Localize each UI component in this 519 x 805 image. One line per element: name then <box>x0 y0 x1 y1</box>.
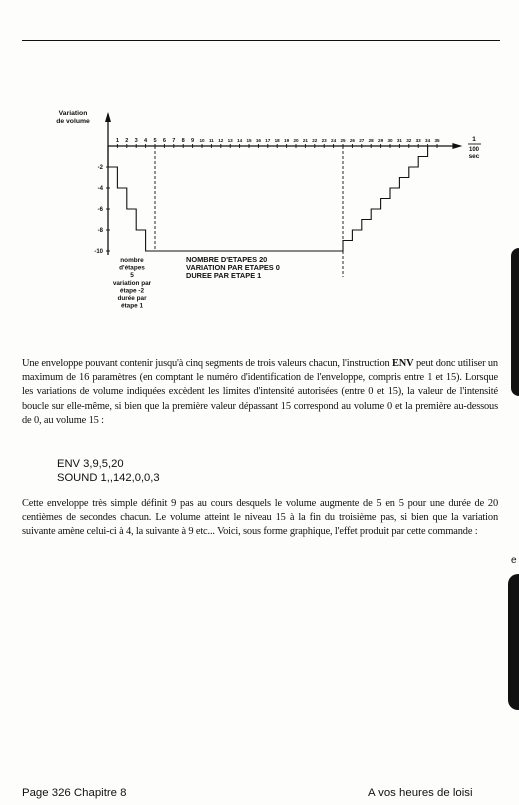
code-line-env: ENV 3,9,5,20 <box>57 458 124 470</box>
footer-page-chapter: Page 326 Chapitre 8 <box>22 787 127 799</box>
step-number-label: 26 <box>349 138 355 143</box>
step-number-label: 12 <box>218 138 224 143</box>
y-tick-label: -6 <box>97 207 103 213</box>
step-number-label: 29 <box>378 138 384 143</box>
diagram-labels <box>113 255 280 310</box>
x-unit-label: sec <box>468 153 480 160</box>
step-number-label: 19 <box>284 138 290 143</box>
step-number-label: 10 <box>199 138 205 143</box>
step-number-label: 4 <box>144 138 148 144</box>
right-edge-shadow-top <box>511 248 519 396</box>
paragraph-envelope-limits: Une enveloppe pouvant contenir jusqu'à cinq segments de trois valeurs chacun, l'instruction ENV peut donc utiliser un maximum de 16 paramètres (en comptant le numéro d'identification de l'enveloppe, compris entre 1 et 15). Lorsque les variations de volume indiquées excèdent les limites d'intensité autorisées (entre 0 et 15), la valeur de l'intensité boucle sur elle-même, si bien que la première valeur dépassant 15 correspond au volume 0 et la première au-dessous de 0, au volume 15 : <box>22 358 498 426</box>
y-axis-arrow <box>105 112 111 122</box>
step-number-label: 22 <box>312 138 318 143</box>
y-tick-label: -10 <box>94 249 103 255</box>
step-number-label: 1 <box>115 138 119 144</box>
segment2-label: VARIATION PAR ETAPES 0 <box>186 263 280 272</box>
volume-envelope-diagram <box>0 0 519 345</box>
step-number-label: 35 <box>434 138 440 143</box>
code-line-sound: SOUND 1,,142,0,0,3 <box>57 471 160 484</box>
segment1-label: durée par <box>117 295 147 302</box>
step-number-label: 24 <box>331 138 337 143</box>
step-number-label: 9 <box>191 138 195 144</box>
step-number-label: 33 <box>415 138 421 143</box>
segment1-label: nombre <box>120 257 144 264</box>
step-number-label: 21 <box>302 138 308 143</box>
right-edge-fragment: e <box>511 555 517 566</box>
step-number-label: 8 <box>181 138 185 144</box>
step-number-label: 13 <box>227 138 233 143</box>
step-number-label: 16 <box>255 138 261 143</box>
segment1-label: variation par <box>112 279 152 287</box>
y-axis-label: de volume <box>56 118 90 125</box>
y-axis-label: Variation <box>58 110 88 117</box>
step-number-label: 17 <box>265 138 271 143</box>
step-number-label: 15 <box>246 138 252 143</box>
envelope-curve <box>108 146 437 280</box>
step-number-label: 27 <box>359 138 365 143</box>
step-number-label: 7 <box>172 138 176 144</box>
step-number-label: 34 <box>425 138 431 143</box>
segment1-label: étape -2 <box>119 287 145 295</box>
step-number-label: 14 <box>237 138 243 143</box>
segment1-label: 5 <box>130 272 134 280</box>
y-tick-label: -2 <box>97 165 103 171</box>
segment1-label: d'étapes <box>119 264 145 272</box>
segment2-label: NOMBRE D'ETAPES 20 <box>186 255 268 264</box>
step-number-label: 3 <box>134 138 138 144</box>
paragraph-envelope-example: Cette enveloppe très simple définit 9 pas au cours desquels le volume augmente de 5 en 5 pour une durée de 20 centièmes de secondes chacun. Le volume atteint le niveau 15 à la fin du troisième pas, si bien que la variation suivante amène celui-ci à 4, la suivante à 9 etc... Voici, sous forme graphique, l'effet produit par cette commande : <box>22 498 498 538</box>
segment1-label: étape 1 <box>120 302 144 310</box>
step-number-label: 5 <box>153 138 157 144</box>
footer-book-title: A vos heures de loisi <box>368 787 473 799</box>
x-axis-arrow <box>452 143 462 149</box>
step-number-label: 31 <box>396 138 402 143</box>
right-edge-shadow-bottom <box>508 574 519 710</box>
diagram-axes <box>56 110 481 255</box>
envelope-polyline <box>108 146 437 251</box>
y-tick-label: -4 <box>97 186 103 192</box>
x-unit-label: 100 <box>468 147 480 153</box>
x-unit-label: 1 <box>472 136 476 143</box>
step-number-label: 20 <box>293 138 299 143</box>
step-number-label: 28 <box>368 138 374 143</box>
step-number-label: 30 <box>387 138 393 143</box>
y-tick-label: -8 <box>97 228 103 234</box>
step-number-label: 23 <box>321 138 327 143</box>
segment2-label: DUREE PAR ETAPE 1 <box>186 271 262 280</box>
step-number-label: 6 <box>162 138 166 144</box>
code-block <box>57 458 160 485</box>
step-number-label: 2 <box>125 138 129 144</box>
step-number-label: 11 <box>208 138 214 143</box>
step-number-label: 18 <box>274 138 280 143</box>
step-number-label: 32 <box>406 138 412 143</box>
step-number-label: 25 <box>340 138 346 143</box>
